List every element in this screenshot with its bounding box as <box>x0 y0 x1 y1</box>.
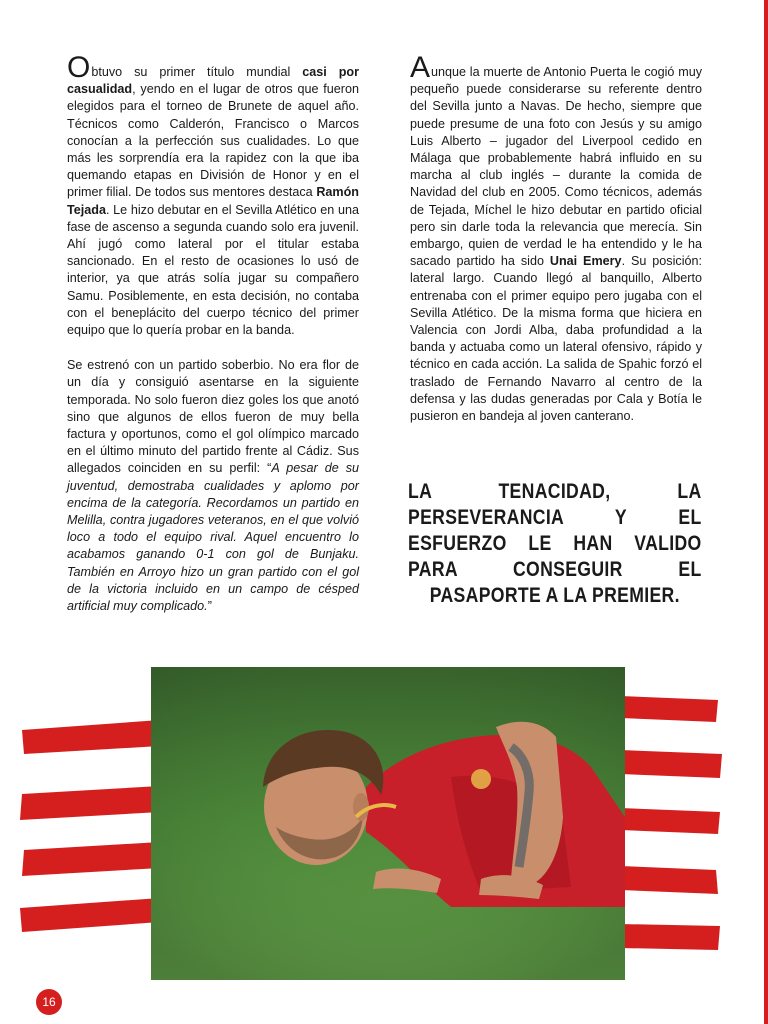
right-paragraph-1 <box>410 51 703 425</box>
stripe-left-1 <box>22 720 160 754</box>
text-run: . Le hizo debutar en el Sevilla Atlético en una fase de ascenso a segunda cuando solo era juvenil. Ahí jugó como lateral por el titular estaba sancionado. En el resto de ocasiones lo usó de interior, ya que atrás solía jugar su compañero Samu. Posiblemente, en esta decisión, no contaba con el beneplácito del cuerpo técnico del primer equipo que lo quería probar en la banda. <box>67 202 359 338</box>
left-paragraph-2 <box>67 357 359 615</box>
italic-quote-run: A pesar de su juventud, demostraba cualidades y aplomo por encima de la categoría. Recordamos un partido en Melilla, contra jugadores veteranos, en el que volvió loco a todo el equipo rival. Aquel encuentro lo acabamos ganando 0-1 con gol de Bunjaku. También en Arroyo hizo un gran partido con el gol de la victoria incluido en un campo de césped artificial muy complicado. <box>67 461 360 614</box>
text-run: btuvo su primer título mundial <box>91 65 303 79</box>
stripe-right-2 <box>620 750 722 778</box>
stripe-right-4 <box>620 866 718 894</box>
stripe-left-4 <box>20 898 160 932</box>
stripe-left-2 <box>20 786 160 820</box>
stripe-left-3 <box>22 842 160 876</box>
player-illustration <box>151 667 625 980</box>
stripe-right-1 <box>620 696 718 722</box>
right-article-column <box>410 51 703 443</box>
left-paragraph-1 <box>67 51 360 339</box>
bold-text-run: casi por casualidad <box>67 65 360 97</box>
crest-icon <box>471 769 491 789</box>
bold-text-run: Ramón Tejada <box>67 185 359 217</box>
drop-cap: A <box>410 51 431 84</box>
stripe-right-3 <box>620 808 720 834</box>
text-run: , yendo en el lugar de otros que fueron elegidos para el torneo de Brunete de aquel año. Técnicos como Calderón, Francisco o Marcos conocían a la perfección sus cualidades. Lo que más les sorprendía era la rapidez con la que iba quemando etapas en División de Honor y en el primer filial. De todos sus mentores destaca <box>67 82 359 200</box>
stripe-right-5 <box>620 924 720 950</box>
page-number: 16 <box>36 989 62 1015</box>
text-run: unque la muerte de Antonio Puerta le cogió muy pequeño puede considerarse su referente dentro del Sevilla junto a Navas. De hecho, siempre que puede presume de una foto con Jesús y su amigo Luis Alberto – jugador del Liverpool cedido en Málaga que probablemente habrá influido en su marcha al club inglés – durante la comida de Navidad del club en 2005. Como técnicos, además de Tejada, Míchel le hizo debutar en partido oficial pero sin darle toda la relevancia que merecía. Sin embargo, quien de verdad le ha entendido y le ha sacado partido ha sido <box>410 65 702 269</box>
text-run: . Su posición: lateral largo. Cuando llegó al banquillo, Alberto entrenaba con el primer equipo pero jugaba con el Sevilla Atlético. De la misma forma que hiciera en Valencia con Jordi Alba, daba profundidad a la banda y actuaba como un lateral ofensivo, rápido y técnico en cada acción. La salida de Spahic forzó el traslado de Fernando Navarro al centro de la defensa y las dudas generadas por Cala y Botía le pusieron en bandeja al joven canterano. <box>410 254 703 424</box>
text-run: Se estrenó con un partido soberbio. No era flor de un día y consiguió asentarse en la siguiente temporada. No solo fueron diez goles los que anotó sino que algunos de ellos fueron de muy bella factura y oportunos, como el gol olímpico marcado en el último minuto del partido frente al Cádiz. Sus allegados coinciden en su perfil: “ <box>67 358 359 476</box>
bold-text-run: Unai Emery <box>549 254 622 269</box>
text-run: ” <box>207 599 212 614</box>
left-article-column <box>67 51 360 633</box>
player-photo <box>151 667 625 980</box>
player-ear <box>353 793 369 821</box>
drop-cap: O <box>67 51 91 84</box>
pull-quote: LA TENACIDAD, LA PERSEVERANCIA Y EL ESFUERZO LE HAN VALIDO PARA CONSEGUIR EL PASAPORTE A LA PREMIER. <box>408 479 702 607</box>
